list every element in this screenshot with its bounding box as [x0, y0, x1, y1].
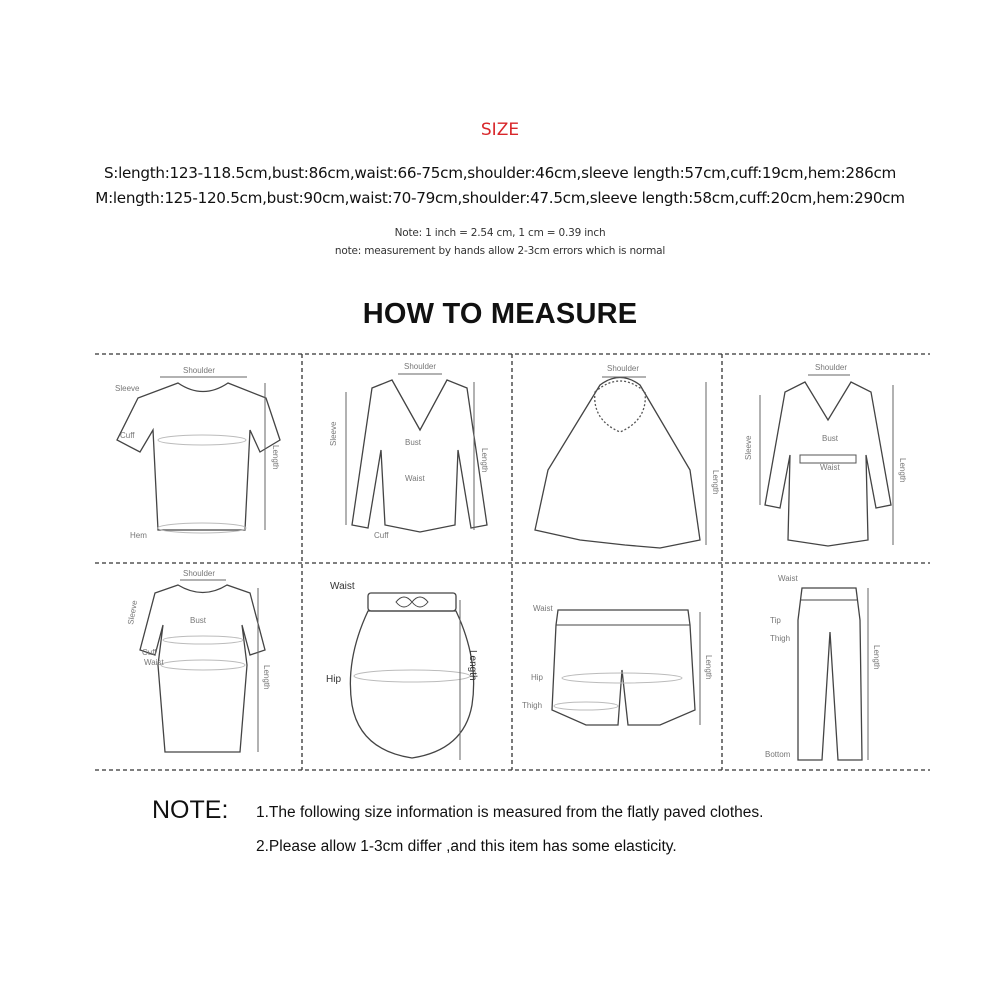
- skirt-waist-label: Waist: [330, 581, 355, 592]
- cape-shoulder-label: Shoulder: [607, 364, 640, 373]
- coat-diagram: [744, 363, 907, 546]
- shorts-length-label: Length: [704, 655, 713, 680]
- skirt-length-label: Length: [467, 650, 478, 681]
- coat-waist-label: Waist: [820, 463, 840, 472]
- coat-sleeve-label: Sleeve: [744, 435, 753, 460]
- blazer-sleeve-label: Sleeve: [329, 421, 338, 446]
- size-title: SIZE: [480, 120, 520, 140]
- error-note: note: measurement by hands allow 2-3cm errors which is normal: [334, 245, 666, 257]
- pants-tip-label: Tip: [770, 616, 781, 625]
- pants-diagram: [765, 574, 881, 760]
- size-row-m: M:length:125-120.5cm,bust:90cm,waist:70-79cm,shoulder:47.5cm,sleeve length:58cm,cuff:20cm,hem:290cm: [95, 189, 905, 207]
- blazer-waist-label: Waist: [405, 474, 425, 483]
- tshirt-diagram: [115, 366, 280, 540]
- coat-length-label: Length: [898, 458, 907, 483]
- pants-length-label: Length: [872, 645, 881, 670]
- coat-bust-label: Bust: [822, 434, 839, 443]
- dress-sleeve-label: Sleeve: [126, 599, 140, 626]
- blazer-shoulder-label: Shoulder: [404, 362, 437, 371]
- how-to-measure-title: HOW TO MEASURE: [362, 298, 638, 330]
- tshirt-shoulder-label: Shoulder: [183, 366, 216, 375]
- tshirt-length-label: Length: [271, 445, 280, 470]
- shorts-hip-label: Hip: [531, 673, 544, 682]
- size-row-s: S:length:123-118.5cm,bust:86cm,waist:66-75cm,shoulder:46cm,sleeve length:57cm,cuff:19cm,hem:286cm: [103, 164, 897, 182]
- skirt-diagram: [326, 581, 478, 760]
- dress-shoulder-label: Shoulder: [183, 569, 216, 578]
- tshirt-sleeve-label: Sleeve: [115, 384, 140, 393]
- pants-thigh-label: Thigh: [770, 634, 791, 643]
- dress-waist-label: Waist: [144, 658, 164, 667]
- conversion-note: Note: 1 inch = 2.54 cm, 1 cm = 0.39 inch: [394, 227, 606, 239]
- tshirt-hem-label: Hem: [130, 531, 147, 540]
- dress-diagram: [126, 569, 271, 752]
- skirt-hip-label: Hip: [326, 674, 342, 685]
- shorts-diagram: [522, 604, 713, 725]
- blazer-cuff-label: Cuff: [374, 531, 389, 540]
- cape-diagram: [535, 364, 720, 548]
- shorts-thigh-label: Thigh: [522, 701, 543, 710]
- dress-cuff-label: Cuff: [142, 648, 157, 657]
- pants-waist-label: Waist: [778, 574, 798, 583]
- tshirt-cuff-label: Cuff: [120, 431, 135, 440]
- coat-shoulder-label: Shoulder: [815, 363, 848, 372]
- note-label: NOTE:: [152, 796, 229, 824]
- note-item-1: 1.The following size information is measured from the flatly paved clothes.: [256, 804, 764, 821]
- blazer-length-label: Length: [480, 448, 489, 473]
- blazer-bust-label: Bust: [405, 438, 422, 447]
- blazer-diagram: [329, 362, 489, 540]
- cape-length-label: Length: [711, 470, 720, 495]
- grid-dividers: [95, 354, 930, 770]
- pants-bottom-label: Bottom: [765, 750, 791, 759]
- dress-bust-label: Bust: [190, 616, 207, 625]
- shorts-waist-label: Waist: [533, 604, 553, 613]
- note-item-2: 2.Please allow 1-3cm differ ,and this item has some elasticity.: [256, 838, 677, 855]
- dress-length-label: Length: [262, 665, 271, 690]
